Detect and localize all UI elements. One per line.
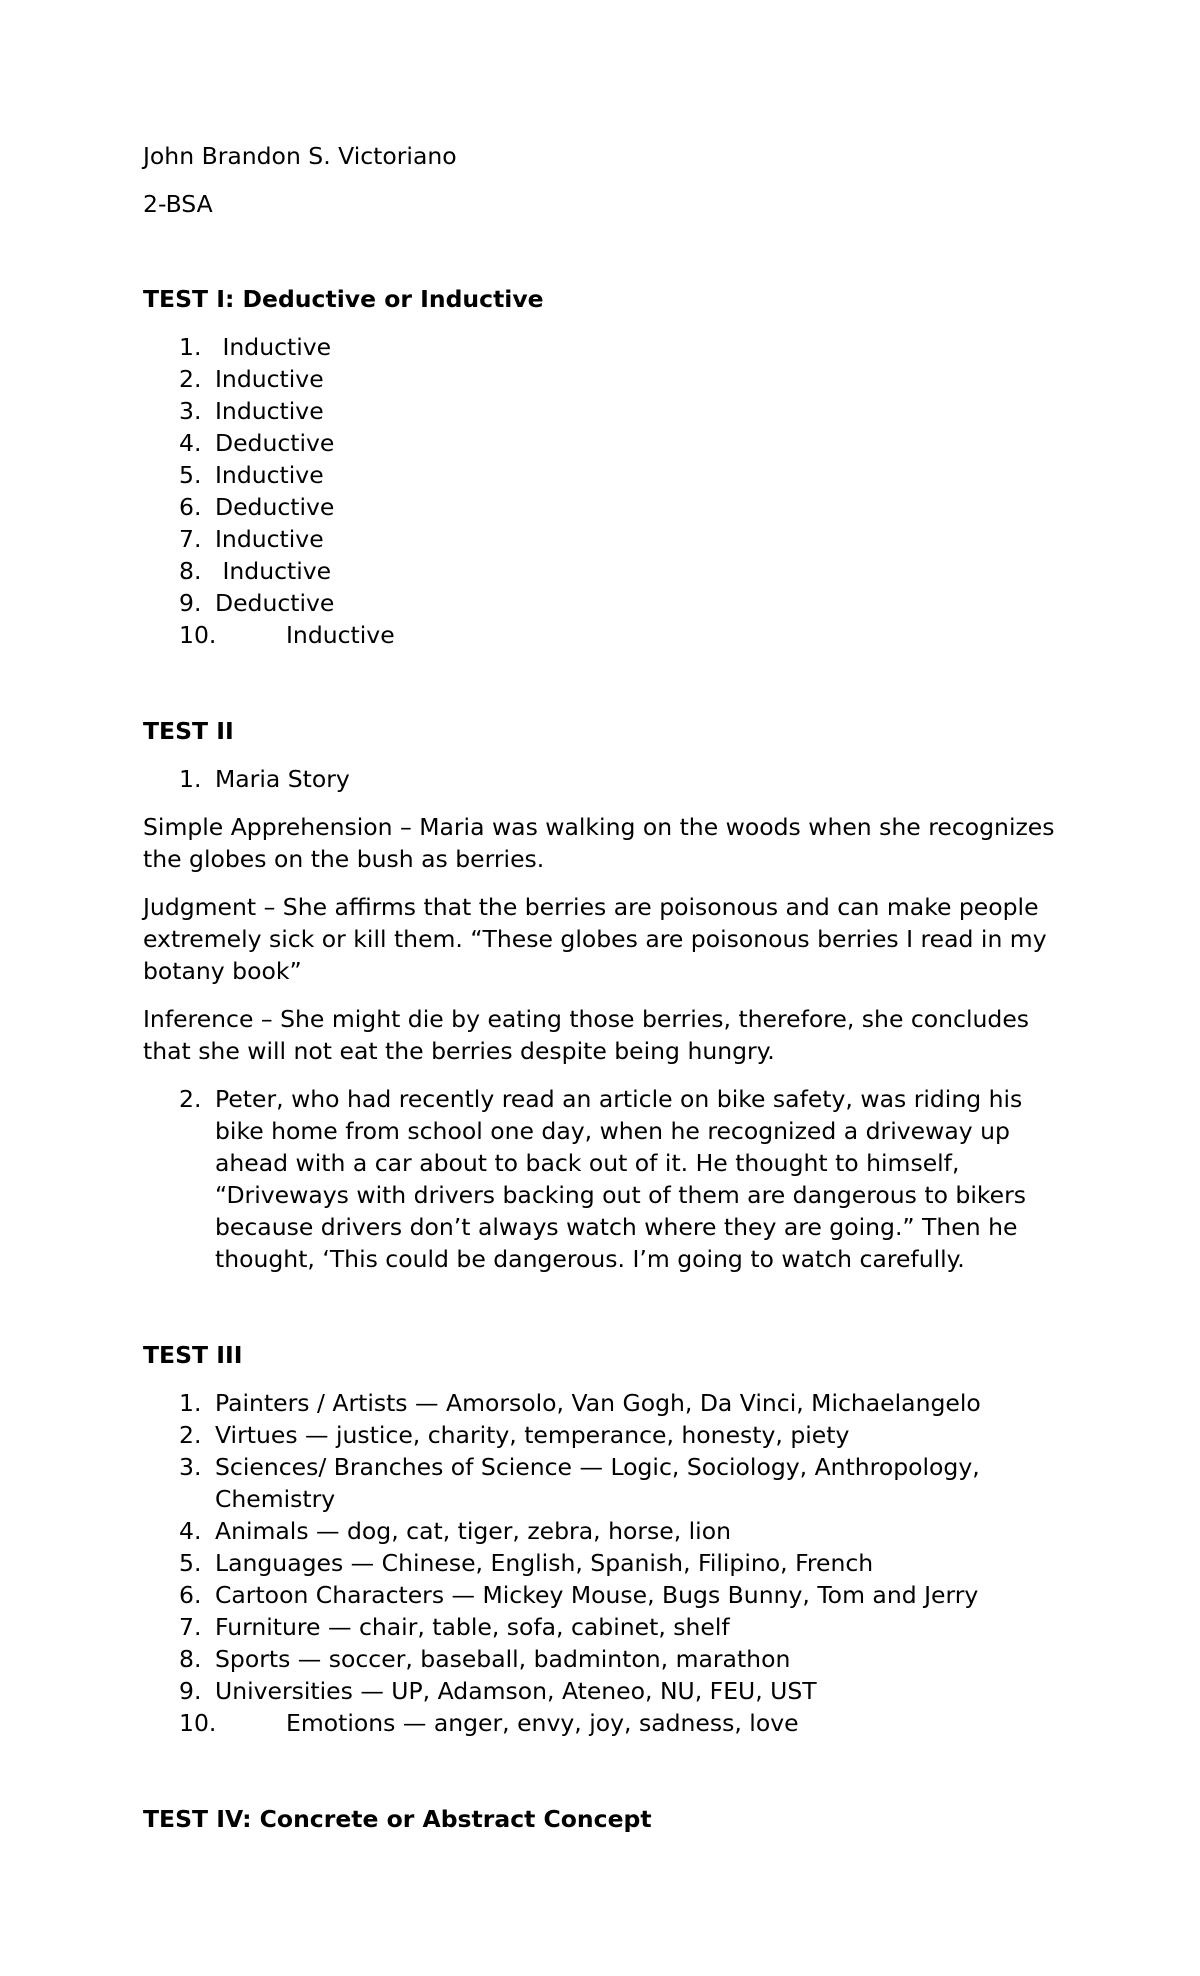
test3-list [143,1387,1073,1739]
item-answer: Deductive [215,493,335,521]
item-number: 7. [179,525,202,553]
list-item [143,1643,1073,1675]
item-number: 6. [179,1581,202,1609]
list-item [143,1547,1073,1579]
item-number: 1. [179,333,202,361]
student-section: 2-BSA [143,190,213,218]
list-item [143,555,395,587]
item-answer: Deductive [215,429,335,457]
item-number: 10. [179,1709,217,1737]
test1-list [143,331,395,651]
list-item [143,1675,1073,1707]
item-number: 8. [179,1645,202,1673]
list-item [143,619,395,651]
list-item [143,1611,1073,1643]
item-text: Virtues — justice, charity, temperance, honesty, piety [215,1421,850,1449]
item-number: 2. [179,1421,202,1449]
item-number: 3. [179,397,202,425]
list-item [143,395,395,427]
item-text: Sports — soccer, baseball, badminton, marathon [215,1645,791,1673]
item-number: 4. [179,429,202,457]
inference-paragraph: Inference – She might die by eating those berries, therefore, she concludes that she will not eat the berries despite being hungry. [143,1005,1030,1065]
list-item [143,1387,1073,1419]
student-name: John Brandon S. Victoriano [143,142,457,170]
list-item [143,1083,1073,1275]
list-item [143,523,395,555]
list-item [143,587,395,619]
list-item [143,427,395,459]
list-item [143,1579,1073,1611]
item-number: 5. [179,1549,202,1577]
list-item [143,1515,1073,1547]
test1-heading: TEST I: Deductive or Inductive [143,285,544,313]
item-text: Sciences/ Branches of Science — Logic, Sociology, Anthropology, Chemistry [215,1453,980,1513]
item-number: 6. [179,493,202,521]
item-text: Emotions — anger, envy, joy, sadness, love [286,1709,799,1737]
item-answer: Inductive [215,557,332,585]
item-answer: Inductive [215,365,324,393]
item-number: 2. [179,365,202,393]
simple-apprehension-paragraph: Simple Apprehension – Maria was walking on the woods when she recognizes the globes on the bush as berries. [143,813,1055,873]
list-item [143,1707,1073,1739]
item-number: 4. [179,1517,202,1545]
list-item [143,1419,1073,1451]
test3-heading: TEST III [143,1341,243,1369]
item-number: 2. [179,1085,202,1113]
item-number: 1. [179,1389,202,1417]
judgment-paragraph: Judgment – She affirms that the berries are poisonous and can make people extremely sick or kill them. “These globes are poisonous berries I read in my botany book” [143,893,1047,985]
item-text: Furniture — chair, table, sofa, cabinet, shelf [215,1613,730,1641]
test2-heading: TEST II [143,717,234,745]
item-answer: Inductive [215,461,324,489]
test4-heading: TEST IV: Concrete or Abstract Concept [143,1805,652,1833]
item-text: Maria Story [215,765,350,793]
item-number: 8. [179,557,202,585]
item-answer: Deductive [215,589,335,617]
item-answer: Inductive [215,397,324,425]
list-item [143,459,395,491]
item-answer: Inductive [215,525,324,553]
list-item [143,331,395,363]
item-text: Peter, who had recently read an article on bike safety, was riding his bike home from school one day, when he recognized a driveway up ahead with a car about to back out of it. He thought to himself, “Driveways with drivers backing out of them are dangerous to bikers because drivers don’t always watch where they are going.” Then he thought, ‘This could be dangerous. I’m going to watch carefully. [215,1085,1027,1273]
item-text: Universities — UP, Adamson, Ateneo, NU, FEU, UST [215,1677,817,1705]
item-number: 5. [179,461,202,489]
item-text: Painters / Artists — Amorsolo, Van Gogh, Da Vinci, Michaelangelo [215,1389,981,1417]
item-number: 7. [179,1613,202,1641]
item-number: 3. [179,1453,202,1481]
item-text: Cartoon Characters — Mickey Mouse, Bugs Bunny, Tom and Jerry [215,1581,979,1609]
item-answer: Inductive [215,333,332,361]
item-text: Languages — Chinese, English, Spanish, Filipino, French [215,1549,874,1577]
item-answer: Inductive [286,621,395,649]
list-item [143,491,395,523]
test2-list-1 [143,763,350,795]
list-item [143,363,395,395]
item-number: 1. [179,765,202,793]
list-item [143,1451,1073,1515]
test2-list-2 [143,1083,1073,1275]
item-number: 9. [179,589,202,617]
item-number: 10. [179,621,217,649]
item-number: 9. [179,1677,202,1705]
list-item [143,763,350,795]
item-text: Animals — dog, cat, tiger, zebra, horse, lion [215,1517,731,1545]
